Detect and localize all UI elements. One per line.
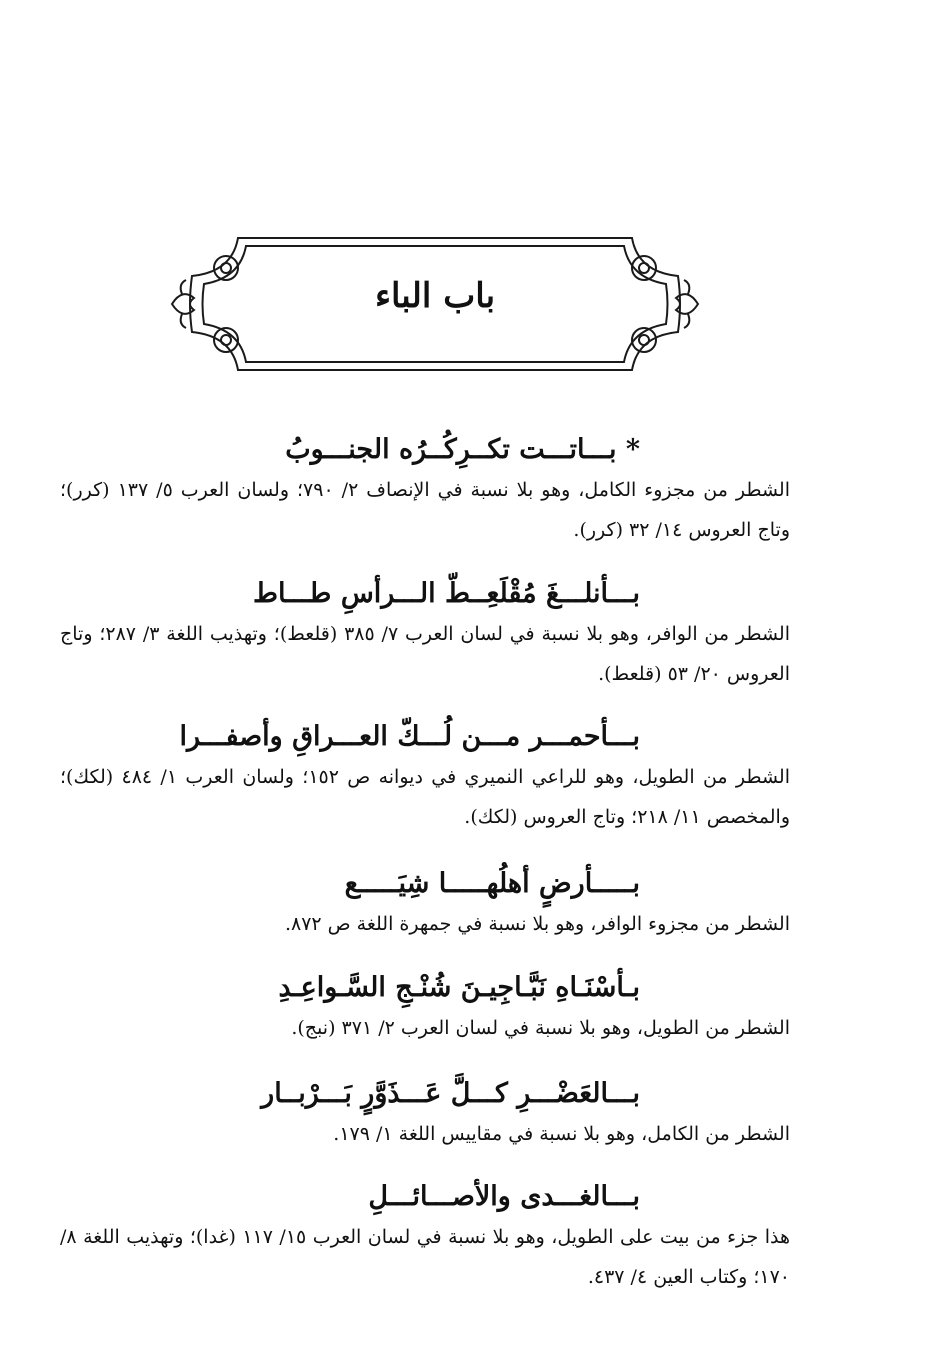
list-item bbox=[60, 864, 790, 968]
verse-note: الشطر من الكامل، وهو بلا نسبة في مقاييس اللغة ١/ ١٧٩. bbox=[333, 1123, 790, 1145]
list-item bbox=[60, 430, 790, 574]
verse-line: بـأسْنَـاهِ نَبَّـاجِيـنَ شُنْـجِ السَّـواعِـدِ bbox=[278, 972, 640, 1003]
verse-note: الشطر من مجزوء الكامل، وهو بلا نسبة في الإنصاف ٢/ ٧٩٠؛ ولسان العرب ٥/ ١٣٧ (كرر)؛ وتاج العروس ١٤/ ٣٢ (كرر). bbox=[60, 479, 790, 541]
chapter-header-frame bbox=[168, 232, 702, 376]
list-item bbox=[60, 1074, 790, 1177]
verse-line: بـــالغـــدى والأصـــائـــلِ bbox=[368, 1181, 640, 1212]
chapter-title: باب الباء bbox=[374, 276, 496, 316]
entries-list bbox=[60, 430, 790, 1307]
verse-note: الشطر من الطويل، وهو للراعي النميري في ديوانه ص ١٥٢؛ ولسان العرب ١/ ٤٨٤ (لكك)؛ والمخصص ١١/ ٢١٨؛ وتاج العروس (لكك). bbox=[60, 766, 790, 828]
verse-line: بـــــأرضٍ أهلُهـــــا شِيَـــــع bbox=[344, 868, 640, 899]
list-item bbox=[60, 574, 790, 717]
list-item bbox=[60, 1177, 790, 1307]
verse-line: بـــأحمـــر مـــن لُـــكّ العـــراقِ وأصفـــرا bbox=[179, 721, 640, 752]
verse-note: الشطر من مجزوء الوافر، وهو بلا نسبة في جمهرة اللغة ص ٨٧٢. bbox=[284, 913, 790, 935]
list-item bbox=[60, 717, 790, 864]
list-item bbox=[60, 968, 790, 1074]
verse-line: * بـــاتـــت تكــرِكُــرُه الجنـــوبُ bbox=[285, 434, 640, 465]
verse-note: هذا جزء من بيت على الطويل، وهو بلا نسبة في لسان العرب ١٥/ ١١٧ (غدا)؛ وتهذيب اللغة ٨/ ١٧٠؛ وكتاب العين ٤/ ٤٣٧. bbox=[60, 1226, 790, 1288]
verse-line: بـــأنلـــغَ مُقْلَعِــطّ الـــرأسِ طـــاط bbox=[253, 578, 640, 609]
verse-note: الشطر من الطويل، وهو بلا نسبة في لسان العرب ٢/ ٣٧١ (نبج). bbox=[291, 1017, 790, 1039]
verse-line: بـــالعَضْـــرِ كـــلَّ عَـــذَوَّرٍ بَـــرْبــار bbox=[261, 1078, 640, 1109]
verse-note: الشطر من الوافر، وهو بلا نسبة في لسان العرب ٧/ ٣٨٥ (قلعط)؛ وتهذيب اللغة ٣/ ٢٨٧؛ وتاج العروس ٢٠/ ٥٣ (قلعط). bbox=[60, 623, 790, 685]
